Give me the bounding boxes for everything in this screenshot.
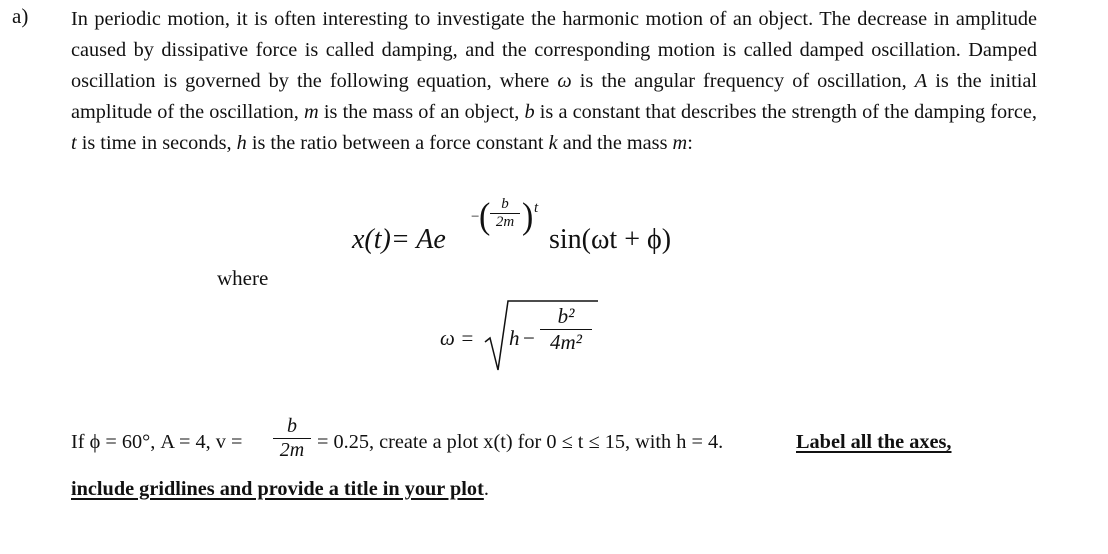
eq2-den: 4m² — [550, 330, 582, 354]
para-text-7: is the ratio between a force constant — [246, 132, 549, 154]
para-text-2: is the angular frequency of oscillation, — [571, 70, 915, 92]
angular-frequency-equation — [440, 298, 610, 373]
eq2-num: b² — [557, 304, 575, 328]
para-text-8: and the mass — [557, 132, 673, 154]
para-text-5: is a constant that describes the strength of the damping force, — [534, 101, 1038, 123]
para-text-9: : — [687, 132, 693, 154]
para-text-6: is time in seconds, — [76, 132, 237, 154]
problem-statement — [71, 415, 1071, 477]
eq1-exp-close-paren: ) — [522, 196, 534, 237]
eq1-rhs: sin(ωt + ϕ) — [549, 224, 672, 255]
eq2-lhs: ω = — [440, 326, 475, 350]
eq1-lhs: x(t)= Ae — [352, 224, 446, 255]
eq1-exp-den: 2m — [495, 214, 515, 230]
var-m-2: m — [672, 132, 688, 154]
para-text-4: is the mass of an object, — [318, 101, 525, 123]
var-b: b — [524, 101, 535, 123]
part-label: a) — [12, 4, 29, 28]
eq1-exp-fraction — [490, 196, 520, 231]
var-k: k — [548, 132, 558, 154]
var-m: m — [304, 101, 319, 123]
problem-statement-line2 — [71, 478, 489, 501]
problem-bold-1: Label all the axes, — [796, 431, 952, 453]
eq1-exp-neg: − — [471, 209, 480, 225]
where-label: where — [217, 266, 269, 290]
eq2-minus: − — [523, 326, 535, 350]
problem-prefix: If ϕ = 60°, A = 4, v = — [71, 431, 243, 453]
problem-paragraph — [71, 4, 1037, 159]
problem-suffix: = 0.25, create a plot x(t) for 0 ≤ t ≤ 15, with h = 4. — [317, 431, 724, 453]
problem-bold-2: include gridlines and provide a title in your plot — [71, 478, 484, 500]
eq1-exp-open-paren: ( — [479, 196, 491, 237]
var-omega: ω — [557, 70, 572, 92]
problem-frac-num: b — [287, 415, 297, 437]
para-text-3: is the initial amplitude of the oscillation, — [71, 70, 1037, 123]
problem-frac-den: 2m — [279, 439, 305, 461]
damped-oscillation-equation — [352, 196, 712, 270]
eq2-h: h — [509, 326, 520, 350]
problem-period: . — [483, 478, 489, 500]
eq2-fraction — [540, 304, 592, 355]
eq1-exp-t: t — [534, 200, 539, 216]
var-A: A — [914, 70, 928, 92]
problem-fraction — [273, 415, 311, 462]
para-text-1: In periodic motion, it is often interesting to investigate the harmonic motion of an object. The decrease in amplitude caused by dissipative force is called damping, and the corresponding motion is called damped oscillation. Damped oscillation is governed by the following equation, where — [71, 8, 1037, 92]
var-t: t — [71, 132, 77, 154]
eq1-exp-num: b — [501, 196, 509, 212]
var-h: h — [236, 132, 247, 154]
